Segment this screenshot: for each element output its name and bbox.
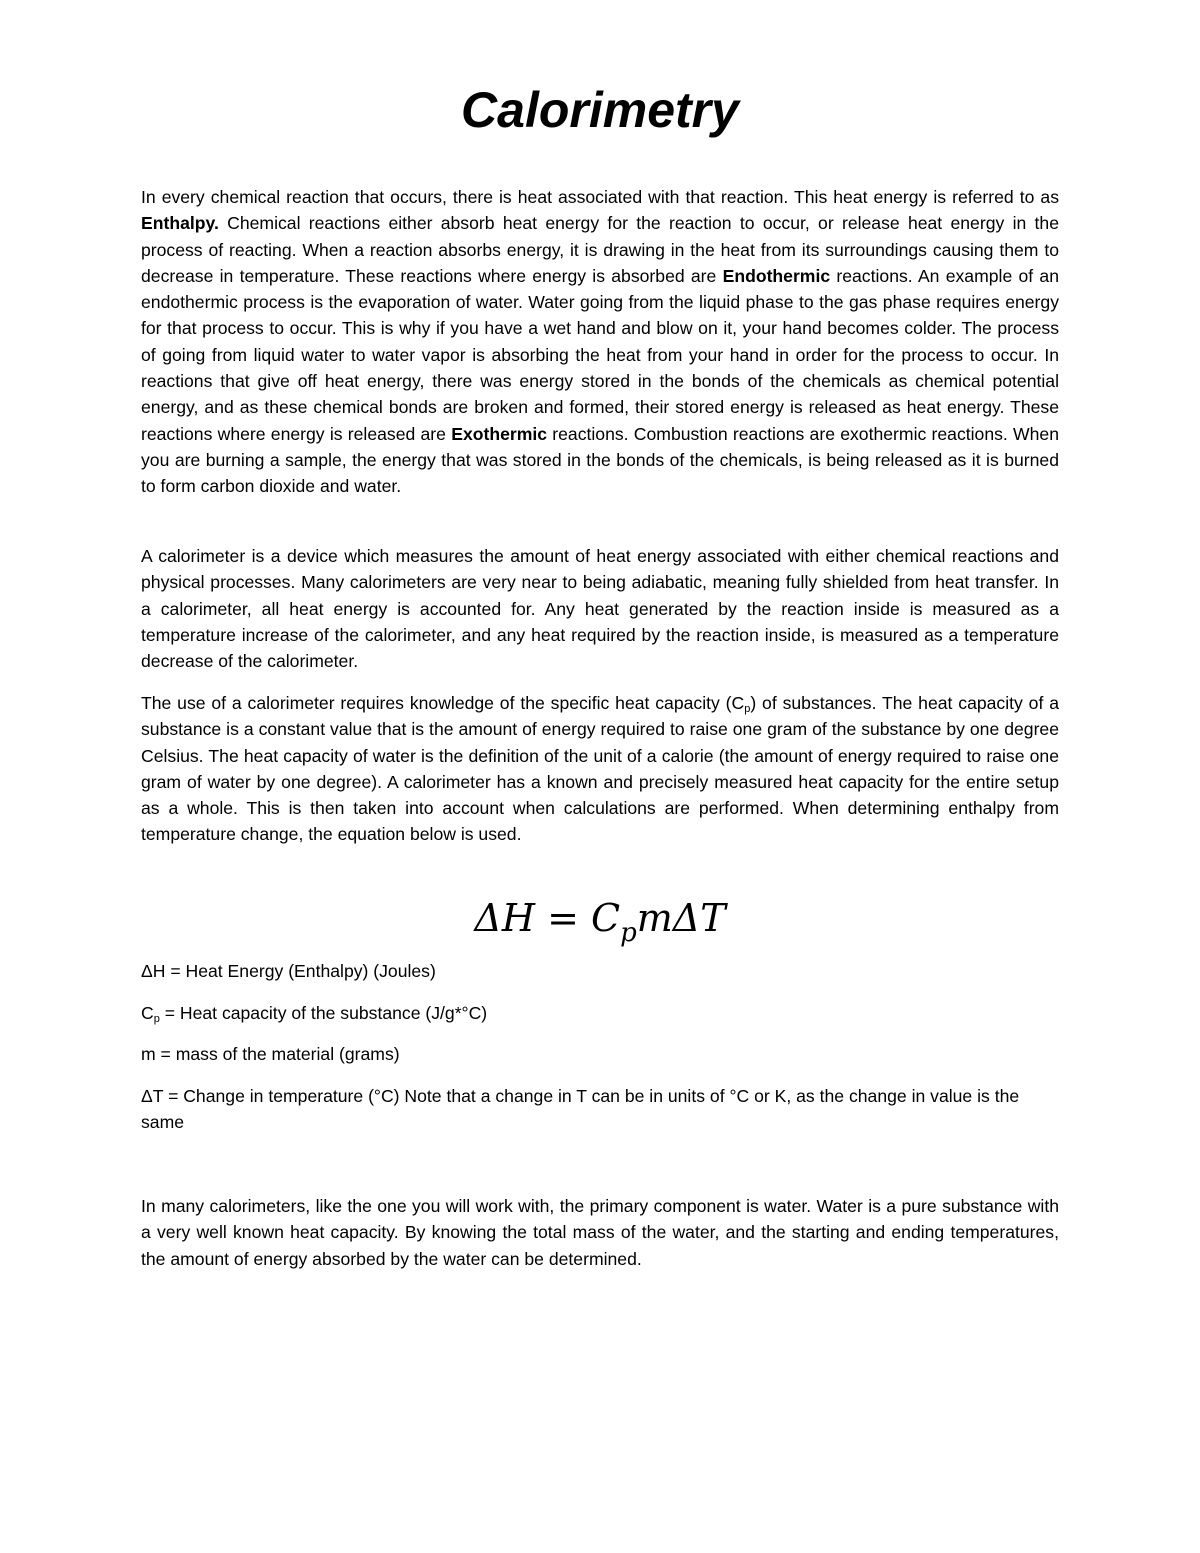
intro-paragraph <box>141 184 1059 500</box>
intro-text-2: Chemical reactions either absorb heat energy for the reaction to occur, or release heat energy in the process of reacting. When a reaction absorbs energy, it is drawing in the heat from its surroundings causing them to decrease in temperature. These reactions where energy is absorbed are <box>141 213 1059 286</box>
equation-subscript: p <box>620 918 637 948</box>
heat-capacity-paragraph <box>141 690 1059 848</box>
heat-capacity-text-1: The use of a calorimeter requires knowledge of the specific heat capacity (C <box>141 693 745 713</box>
calorimeter-paragraph: A calorimeter is a device which measures the amount of heat energy associated with either chemical reactions and physical processes. Many calorimeters are very near to being adiabatic, meaning fully shielded from heat transfer. In a calorimeter, all heat energy is accounted for. Any heat generated by the reaction inside is measured as a temperature increase of the calorimeter, and any heat required by the reaction inside, is measured as a temperature decrease of the calorimeter. <box>141 546 1059 672</box>
intro-text-3: reactions. An example of an endothermic process is the evaporation of water. Water going from the liquid phase to the gas phase requires energy for that process to occur. This is why if you have a wet hand and blow on it, your hand becomes colder. The process of going from liquid water to water vapor is absorbing the heat from your hand in order for the process to occur. In reactions that give off heat energy, there was energy stored in the bonds of the chemicals as chemical potential energy, and as these chemical bonds are broken and formed, their stored energy is released as heat energy. These reactions where energy is released are <box>141 265 1059 444</box>
term-exothermic: Exothermic <box>451 423 548 444</box>
intro-text-1: In every chemical reaction that occurs, there is heat associated with that reaction. This heat energy is referred to as <box>141 187 1059 207</box>
equation-rhs: mΔT <box>636 896 726 940</box>
definition-cp <box>141 1000 1059 1026</box>
cp-subscript: p <box>744 703 751 715</box>
term-endothermic: Endothermic <box>722 265 831 286</box>
cp-symbol-subscript: p <box>153 1013 160 1025</box>
cp-symbol: C <box>141 1003 154 1023</box>
term-enthalpy: Enthalpy. <box>141 213 219 234</box>
page-title: Calorimetry <box>461 82 739 138</box>
definition-mass: m = mass of the material (grams) <box>141 1044 400 1064</box>
equation-lhs: ΔH = C <box>474 896 621 940</box>
enthalpy-equation <box>0 888 1200 963</box>
intro-text-4: reactions. Combustion reactions are exothermic reactions. When you are burning a sample, the energy that was stored in the bonds of the chemicals, is being released as it is burned to form carbon dioxide and water. <box>141 423 1059 497</box>
cp-definition-text: = Heat capacity of the substance (J/g*°C) <box>159 1003 488 1023</box>
definition-delta-h: ΔH = Heat Energy (Enthalpy) (Joules) <box>141 961 436 981</box>
heat-capacity-text-2: ) of substances. The heat capacity of a substance is a constant value that is the amount of energy required to raise one gram of the substance by one degree Celsius. The heat capacity of water is the definition of the unit of a calorie (the amount of energy required to raise one gram of water by one degree). A calorimeter has a known and precisely measured heat capacity for the entire setup as a whole. This is then taken into account when calculations are performed. When determining enthalpy from temperature change, the equation below is used. <box>141 693 1059 845</box>
definition-delta-t: ΔT = Change in temperature (°C) Note that a change in T can be in units of °C or K, as the change in value is the same <box>141 1086 1020 1133</box>
water-paragraph: In many calorimeters, like the one you will work with, the primary component is water. Water is a pure substance with a very well known heat capacity. By knowing the total mass of the water, and the starting and ending temperatures, the amount of energy absorbed by the water can be determined. <box>141 1196 1059 1269</box>
